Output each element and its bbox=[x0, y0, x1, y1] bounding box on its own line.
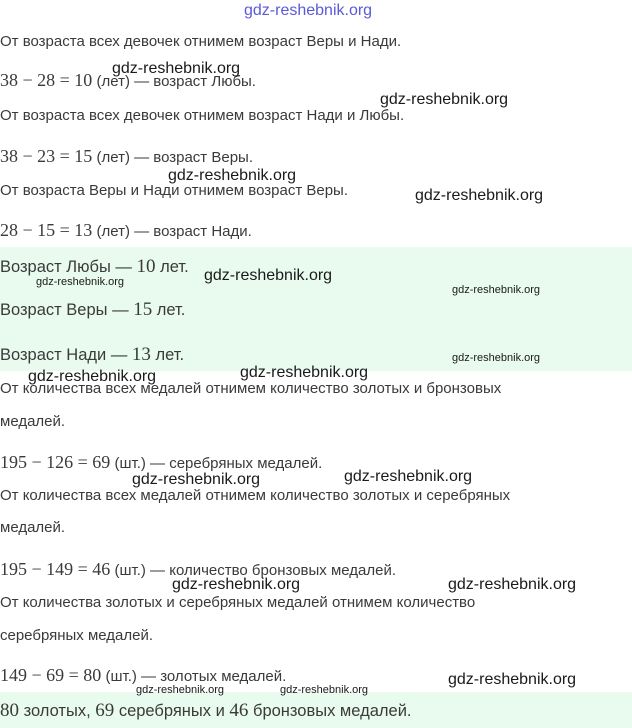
watermark: gdz-reshebnik.org bbox=[244, 2, 373, 19]
answer-number: 80 bbox=[0, 700, 19, 721]
answer-text: золотых, bbox=[19, 702, 96, 720]
solution-text: От количества всех медалей отнимем количество золотых и серебряных bbox=[0, 487, 511, 504]
answer-text: Возраст Любы — bbox=[0, 258, 137, 276]
answer-number: 10 bbox=[136, 256, 156, 277]
answer-line bbox=[0, 344, 184, 366]
answer-number: 69 bbox=[95, 700, 115, 721]
equation-note: (шт.) — золотых медалей. bbox=[101, 668, 287, 685]
answer-number: 46 bbox=[229, 700, 249, 721]
equation: 195 − 149 = 46 bbox=[0, 559, 111, 579]
equation-note: (лет) — возраст Веры. bbox=[92, 149, 253, 166]
watermark: gdz-reshebnik.org bbox=[112, 60, 241, 77]
solution-text: От возраста всех девочек отнимем возраст Нади и Любы. bbox=[0, 107, 405, 124]
equation: 195 − 126 = 69 bbox=[0, 452, 111, 472]
equation-line bbox=[0, 665, 286, 686]
watermark: gdz-reshebnik.org bbox=[204, 267, 333, 284]
solution-text: медалей. bbox=[0, 519, 66, 536]
answer-text: лет. bbox=[150, 346, 185, 364]
equation: 28 − 15 = 13 bbox=[0, 220, 93, 240]
watermark: gdz-reshebnik.org bbox=[344, 468, 473, 485]
watermark: gdz-reshebnik.org bbox=[132, 471, 261, 488]
equation-note: (шт.) — серебряных медалей. bbox=[110, 455, 323, 472]
solution-text: От возраста Веры и Нади отнимем возраст Веры. bbox=[0, 182, 349, 199]
solution-text: От возраста всех девочек отнимем возраст Веры и Нади. bbox=[0, 33, 402, 50]
equation: 38 − 23 = 15 bbox=[0, 146, 93, 166]
equation-line bbox=[0, 452, 322, 473]
watermark: gdz-reshebnik.org bbox=[168, 167, 297, 184]
answer-line bbox=[0, 256, 189, 278]
watermark: gdz-reshebnik.org bbox=[136, 684, 225, 696]
watermark: gdz-reshebnik.org bbox=[36, 276, 125, 288]
watermark: gdz-reshebnik.org bbox=[28, 368, 157, 385]
watermark: gdz-reshebnik.org bbox=[415, 187, 544, 204]
watermark: gdz-reshebnik.org bbox=[380, 91, 509, 108]
answer-text: бронзовых медалей. bbox=[248, 702, 412, 720]
answer-line bbox=[0, 700, 412, 722]
answer-number: 13 bbox=[131, 344, 151, 365]
answer-text: лет. bbox=[152, 301, 186, 319]
equation: 149 − 69 = 80 bbox=[0, 665, 102, 685]
answer-number: 15 bbox=[133, 299, 153, 320]
equation-line bbox=[0, 146, 253, 167]
answer-text: серебряных и bbox=[114, 702, 230, 720]
solution-text: медалей. bbox=[0, 413, 66, 430]
equation-note: (лет) — возраст Нади. bbox=[92, 223, 252, 240]
watermark: gdz-reshebnik.org bbox=[172, 576, 301, 593]
watermark: gdz-reshebnik.org bbox=[448, 671, 577, 688]
watermark: gdz-reshebnik.org bbox=[280, 684, 369, 696]
equation-line bbox=[0, 220, 252, 241]
watermark: gdz-reshebnik.org bbox=[452, 284, 541, 296]
answer-text: лет. bbox=[155, 258, 189, 276]
watermark: gdz-reshebnik.org bbox=[452, 352, 541, 364]
equation-note: (шт.) — количество бронзовых медалей. bbox=[110, 562, 397, 579]
solution-text: серебряных медалей. bbox=[0, 627, 154, 644]
equation: 38 − 28 = 10 bbox=[0, 70, 93, 90]
watermark: gdz-reshebnik.org bbox=[240, 364, 369, 381]
watermark: gdz-reshebnik.org bbox=[448, 576, 577, 593]
answer-line bbox=[0, 299, 185, 321]
answer-text: Возраст Веры — bbox=[0, 301, 134, 319]
equation-note: (лет) — возраст Любы. bbox=[92, 73, 256, 90]
solution-text: От количества всех медалей отнимем количество золотых и бронзовых bbox=[0, 380, 502, 397]
solution-text: От количества золотых и серебряных медалей отнимем количество bbox=[0, 594, 476, 611]
answer-text: Возраст Нади — bbox=[0, 346, 132, 364]
